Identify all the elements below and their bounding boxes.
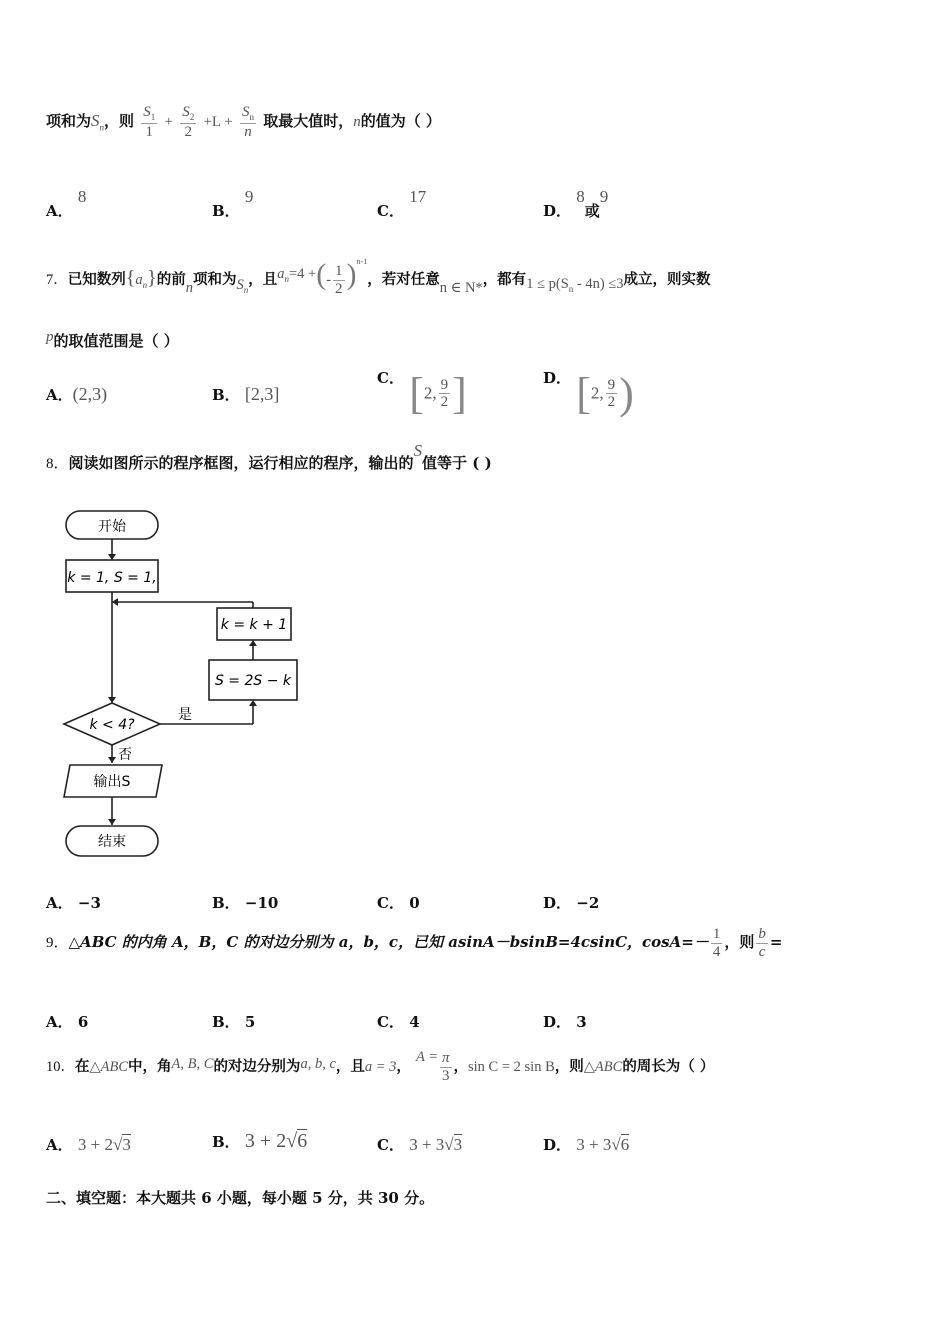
fraction-s2: $\frac{S_2}{2}$	[182, 104, 195, 140]
fraction-sn: $\frac{S_n}{n}$	[241, 104, 254, 140]
q9-option-a[interactable]: A． 6	[46, 1013, 89, 1031]
q8-option-d[interactable]: D． −2	[543, 894, 600, 912]
q7-option-a[interactable]: A．(2,3)	[46, 384, 108, 404]
q7-stem-line2: p的取值范围是（ ）	[46, 329, 179, 350]
q10-stem: 10．在△ABC中，角A, B, C的对边分别为a, b, c，且a = 3， A = $\frac{\pi}{3}$ ，sin C = 2 sin B，则△ABC的周长为（ ）	[46, 1049, 715, 1084]
q9-stem: 9．△ABC 的内角 A，B，C 的对边分别为 a，b，c，已知 asinA－bsinB=4csinC，cosA=－ $\frac{1}{4}$ ，则 $\frac{b}{c}$ =	[46, 926, 783, 960]
q6-option-b[interactable]: B． 9	[212, 187, 254, 220]
q10-option-a[interactable]: A． 3 + 2√3	[46, 1135, 131, 1154]
q10-option-d[interactable]: D． 3 + 3√6	[543, 1135, 630, 1154]
q9-option-b[interactable]: B． 5	[212, 1013, 256, 1031]
q7-option-d[interactable]: D． [2, $\frac{9}{2}$ )	[543, 369, 634, 418]
q10-option-c[interactable]: C． 3 + 3√3	[377, 1135, 463, 1154]
flow-no-label: 否	[118, 747, 132, 763]
q6-option-c[interactable]: C． 17	[377, 187, 427, 220]
flow-inc-label: k = k + 1	[220, 617, 288, 633]
flow-end-label: 结束	[98, 834, 126, 850]
q8-stem: 8．阅读如图所示的程序框图，运行相应的程序，输出的S值等于 ( )	[46, 441, 492, 472]
q7-stem: 7．已知数列$\{a_n\}$的前n项和为$S_n$，且$a_n=4$ +(- $\frac{1}{2}$ )$^{n-1}$，若对任意n ∈ N*，都有$1 \le p(S_n - 4n) \le 3$成立，则实数	[46, 257, 711, 297]
q6-stem-tail: 项和为$S_n$，则 $\frac{S_1}{1}$ + $\frac{S_2}{2}$ +L + $\frac{S_n}{n}$ 取最大值时，n的值为（ ）	[46, 104, 441, 140]
q7-option-c[interactable]: C． [2, $\frac{9}{2}$ ]	[377, 369, 467, 418]
q8-option-b[interactable]: B． −10	[212, 894, 279, 912]
q6-option-a[interactable]: A． 8	[46, 187, 87, 220]
flow-init-label: k = 1, S = 1,	[67, 570, 157, 586]
section-heading-fill-in: 二、填空题：本大题共 6 小题，每小题 5 分，共 30 分。	[46, 1189, 435, 1207]
q8-option-c[interactable]: C． 0	[377, 894, 420, 912]
q7-option-b[interactable]: B． [2,3]	[212, 384, 280, 404]
flow-output-label: 输出S	[93, 774, 131, 790]
flow-start-label: 开始	[98, 519, 126, 535]
q9-option-d[interactable]: D． 3	[543, 1013, 587, 1031]
q10-option-b[interactable]: B． 3 + 2√6	[212, 1130, 308, 1152]
flow-update-label: S = 2S − k	[214, 673, 292, 689]
flowchart	[52, 505, 312, 865]
q9-option-c[interactable]: C． 4	[377, 1013, 420, 1031]
q6-option-d[interactable]: D． 8或9	[543, 187, 609, 220]
q8-option-a[interactable]: A． −3	[46, 894, 101, 912]
flow-cond-label: k < 4?	[89, 717, 135, 733]
fraction-s1: $\frac{S_1}{1}$	[143, 104, 156, 140]
flow-yes-label: 是	[178, 707, 192, 723]
